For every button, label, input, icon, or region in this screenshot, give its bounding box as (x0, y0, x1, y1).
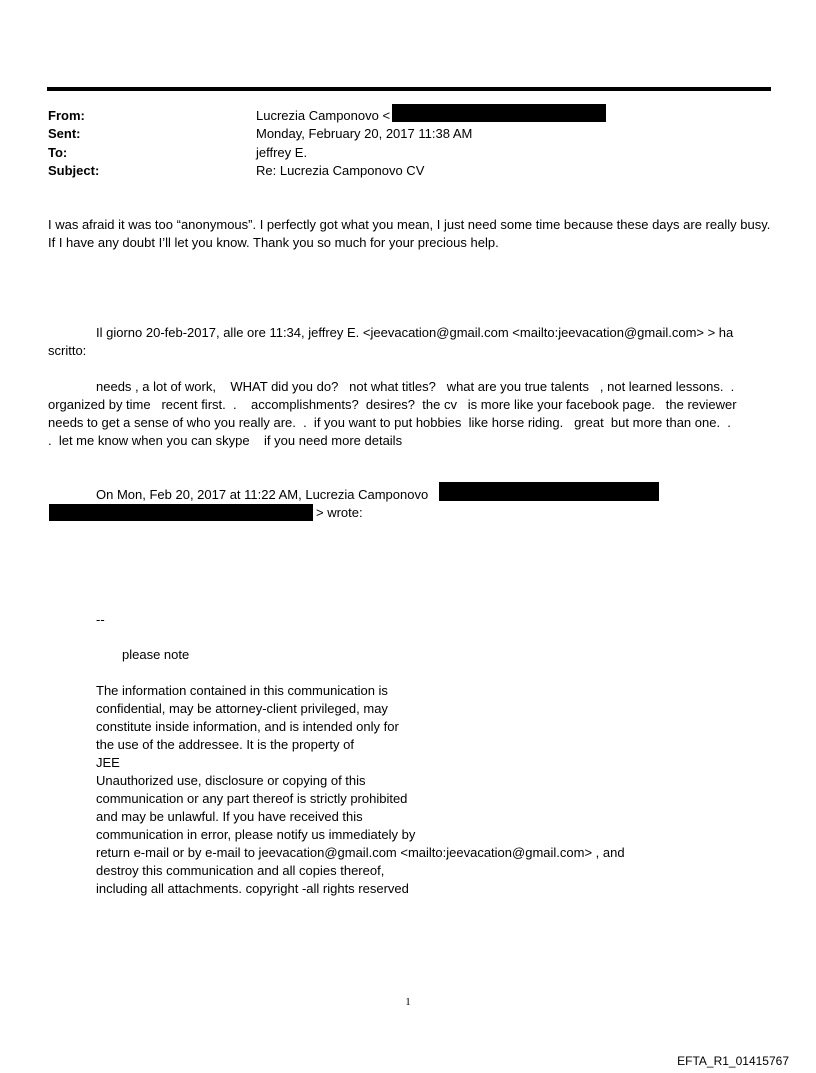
quote-intro-line: On Mon, Feb 20, 2017 at 11:22 AM, Lucrezia Camponovo (96, 487, 429, 502)
from-label: From: (48, 108, 85, 123)
disclaimer-line: constitute inside information, and is intended only for (96, 719, 399, 734)
disclaimer-line: including all attachments. copyright -all rights reserved (96, 881, 409, 896)
disclaimer-line: return e-mail or by e-mail to jeevacation@gmail.com <mailto:jeevacation@gmail.com> , and (96, 845, 625, 860)
to-value: jeffrey E. (256, 145, 308, 160)
redaction-block (49, 504, 313, 521)
to-label: To: (48, 145, 68, 160)
disclaimer-line: and may be unlawful. If you have received this (96, 809, 363, 824)
sent-value: Monday, February 20, 2017 11:38 AM (256, 126, 473, 141)
header-rule (47, 87, 771, 91)
quote-intro-line: Il giorno 20-feb-2017, alle ore 11:34, jeffrey E. <jeevacation@gmail.com <mailto:jeevacation@gmail.com> > ha (96, 325, 734, 340)
quoted-text-line: needs , a lot of work, WHAT did you do? not what titles? what are you true talents , not learned lessons. . (96, 379, 735, 394)
subject-value: Re: Lucrezia Camponovo CV (256, 163, 425, 178)
disclaimer-line: JEE (96, 755, 120, 770)
disclaimer-line: confidential, may be attorney-client privileged, may (96, 701, 388, 716)
disclaimer-line: the use of the addressee. It is the property of (96, 737, 354, 752)
quote-intro-line: scritto: (48, 343, 87, 358)
subject-label: Subject: (48, 163, 100, 178)
disclaimer-line: communication or any part thereof is strictly prohibited (96, 791, 408, 806)
disclaimer-line: Unauthorized use, disclosure or copying of this (96, 773, 366, 788)
quoted-text-line: organized by time recent first. . accomplishments? desires? the cv is more like your facebook page. the reviewer (48, 397, 737, 412)
quoted-text-line: needs to get a sense of who you really are. . if you want to put hobbies like horse riding. great but more than one. . (48, 415, 731, 430)
quoted-text-line: . let me know when you can skype if you need more details (48, 433, 403, 448)
redaction-block (392, 104, 606, 122)
from-value: Lucrezia Camponovo < (256, 108, 391, 123)
redaction-block (439, 482, 659, 501)
quote-intro-line: > wrote: (316, 505, 363, 520)
disclaimer-line: The information contained in this communication is (96, 683, 388, 698)
document-id: EFTA_R1_01415767 (677, 1054, 789, 1068)
disclaimer-line: communication in error, please notify us immediately by (96, 827, 416, 842)
please-note-heading: please note (122, 647, 190, 662)
signature-dashes: -- (96, 612, 105, 627)
sent-label: Sent: (48, 126, 81, 141)
page-number: 1 (405, 996, 411, 1008)
reply-paragraph: I was afraid it was too “anonymous”. I perfectly got what you mean, I just need some time because these days are really busy. If I have any doubt I’ll let you know. Thank you so much for your precious help. (48, 217, 771, 250)
disclaimer-line: destroy this communication and all copies thereof, (96, 863, 385, 878)
